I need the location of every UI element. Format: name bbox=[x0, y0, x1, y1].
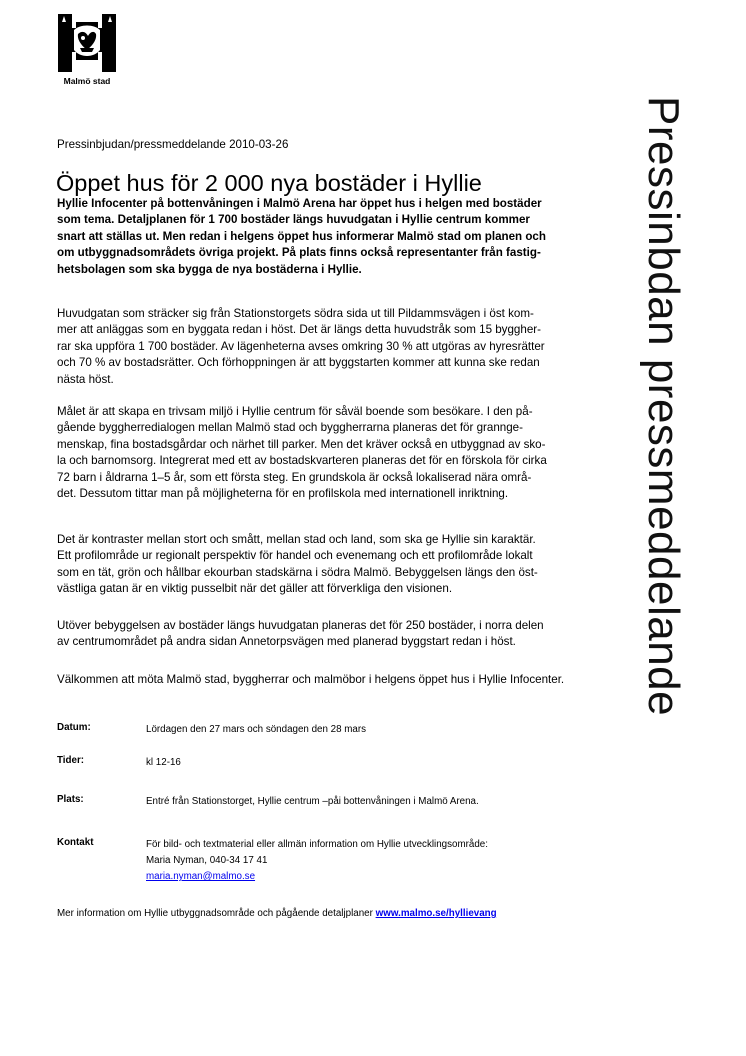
footer bbox=[57, 908, 497, 919]
plats-value: Entré från Stationstorget, Hyllie centrum –påi bottenvåningen i Malmö Arena. bbox=[146, 796, 479, 807]
body-line: gående byggherredialogen mellan Malmö stad och byggherrarna planeras det för granngе- bbox=[57, 421, 523, 435]
datum-value: Lördagen den 27 mars och söndagen den 28 mars bbox=[146, 724, 367, 735]
body-line: rar ska uppföra 1 700 bostäder. Av lägenheterna avses omkring 30 % att utgöras av hyresrätter bbox=[57, 339, 545, 353]
body-line: 72 barn i åldrarna 1–5 år, som ett första steg. En grundskola är också lokaliserad nära områ- bbox=[57, 470, 532, 484]
body-line: västliga gatan är en viktig pusselbit när det gäller att förverkliga den visionen. bbox=[57, 582, 453, 596]
kontakt-value bbox=[146, 837, 488, 885]
lead-line: snart att ställas ut. Men redan i helgens öppet hus informerar Malmö stad om planen och bbox=[57, 229, 546, 243]
malmo-logo bbox=[56, 12, 118, 90]
body-paragraph-2 bbox=[57, 404, 605, 502]
kontakt-email-link[interactable]: maria.nyman@malmo.se bbox=[146, 871, 256, 882]
side-banner bbox=[640, 96, 686, 856]
plats-label: Plats: bbox=[57, 794, 84, 805]
page-title: Öppet hus för 2 000 nya bostäder i Hyllie bbox=[56, 170, 482, 196]
lead-line: hetsbolagen som ska bygga de nya bostäderna i Hyllie. bbox=[57, 262, 362, 276]
body-line: Huvudgatan som sträcker sig från Stationstorgets södra sida ut till Pildammsvägen i öst kom- bbox=[57, 307, 534, 320]
kontakt-line: Maria Nyman, 040-34 17 41 bbox=[146, 855, 268, 866]
body-line: nästa höst. bbox=[57, 372, 114, 386]
logo-text: Malmö stad bbox=[63, 76, 111, 86]
body-line: Ett profilområde ur regionalt perspektiv för handel och evenemang och ett profilområde lokalt bbox=[57, 549, 533, 563]
lead-line: Hyllie Infocenter på bottenvåningen i Malmö Arena har öppet hus i helgen med bostäder bbox=[57, 197, 542, 210]
body-paragraph-3 bbox=[57, 532, 605, 598]
footer-text: Mer information om Hyllie utbyggnadsområde och pågående detaljplaner bbox=[57, 908, 376, 919]
side-label: Pressinbdan pressmeddelande bbox=[639, 96, 688, 717]
tider-label: Tider: bbox=[57, 755, 85, 766]
datum-label: Datum: bbox=[57, 722, 91, 733]
body-paragraph-5 bbox=[57, 672, 605, 688]
body-line: Det är kontraster mellan stort och smått, mellan stad och land, som ska ge Hyllie sin karaktär. bbox=[57, 533, 536, 546]
dateline: Pressinbjudan/pressmeddelande 2010-03-26 bbox=[57, 138, 289, 151]
body-line: mer att anläggas som en byggata redan i höst. Det är längs detta huvudstråk som 15 byggher- bbox=[57, 323, 541, 337]
body-line: menskap, fina bostadsgårdar och närhet till parker. Men det kräver också en utbyggnad av sko- bbox=[57, 437, 546, 451]
lead-paragraph bbox=[57, 196, 597, 278]
body-line: Målet är att skapa en trivsam miljö i Hyllie centrum för såväl boende som besökare. I den på- bbox=[57, 405, 533, 418]
lead-line: om utbyggnadsområdets övriga projekt. På plats finns också representanter från fastig- bbox=[57, 246, 541, 260]
kontakt-line: För bild- och textmaterial eller allmän information om Hyllie utvecklingsområde: bbox=[146, 839, 488, 850]
body-paragraph-4 bbox=[57, 618, 605, 651]
coat-of-arms-icon bbox=[56, 12, 118, 74]
body-line: som en tät, grön och hållbar ekourban stadskärna i södra Malmö. Bebyggelsen längs den öst- bbox=[57, 565, 538, 579]
body-line: av centrumområdet på andra sidan Annetorpsvägen med planerad byggstart redan i höst. bbox=[57, 635, 516, 649]
body-line: Välkommen att möta Malmö stad, byggherrar och malmöbor i helgens öppet hus i Hyllie Infocenter. bbox=[57, 673, 565, 686]
footer-link[interactable]: www.malmo.se/hyllievang bbox=[375, 908, 497, 919]
tider-value: kl 12-16 bbox=[146, 757, 181, 768]
body-paragraph-1 bbox=[57, 306, 605, 388]
body-line: la och barnomsorg. Integrerat med ett av bostadskvarteren planeras det för en förskola för cirka bbox=[57, 454, 547, 468]
lead-line: som tema. Detaljplanen för 1 700 bostäder längs huvudgatan i Hyllie centrum kommer bbox=[57, 213, 530, 227]
kontakt-label: Kontakt bbox=[57, 837, 94, 848]
body-line: Utöver bebyggelsen av bostäder längs huvudgatan planeras det för 250 bostäder, i norra delen bbox=[57, 619, 544, 632]
body-line: och 70 % av bostadsrätter. Och förhoppningen är att byggstarten kommer att kunna ske redan bbox=[57, 356, 540, 370]
body-line: det. Dessutom tittar man på möjligheterna för en profilskola med internationell inriktning. bbox=[57, 487, 509, 501]
